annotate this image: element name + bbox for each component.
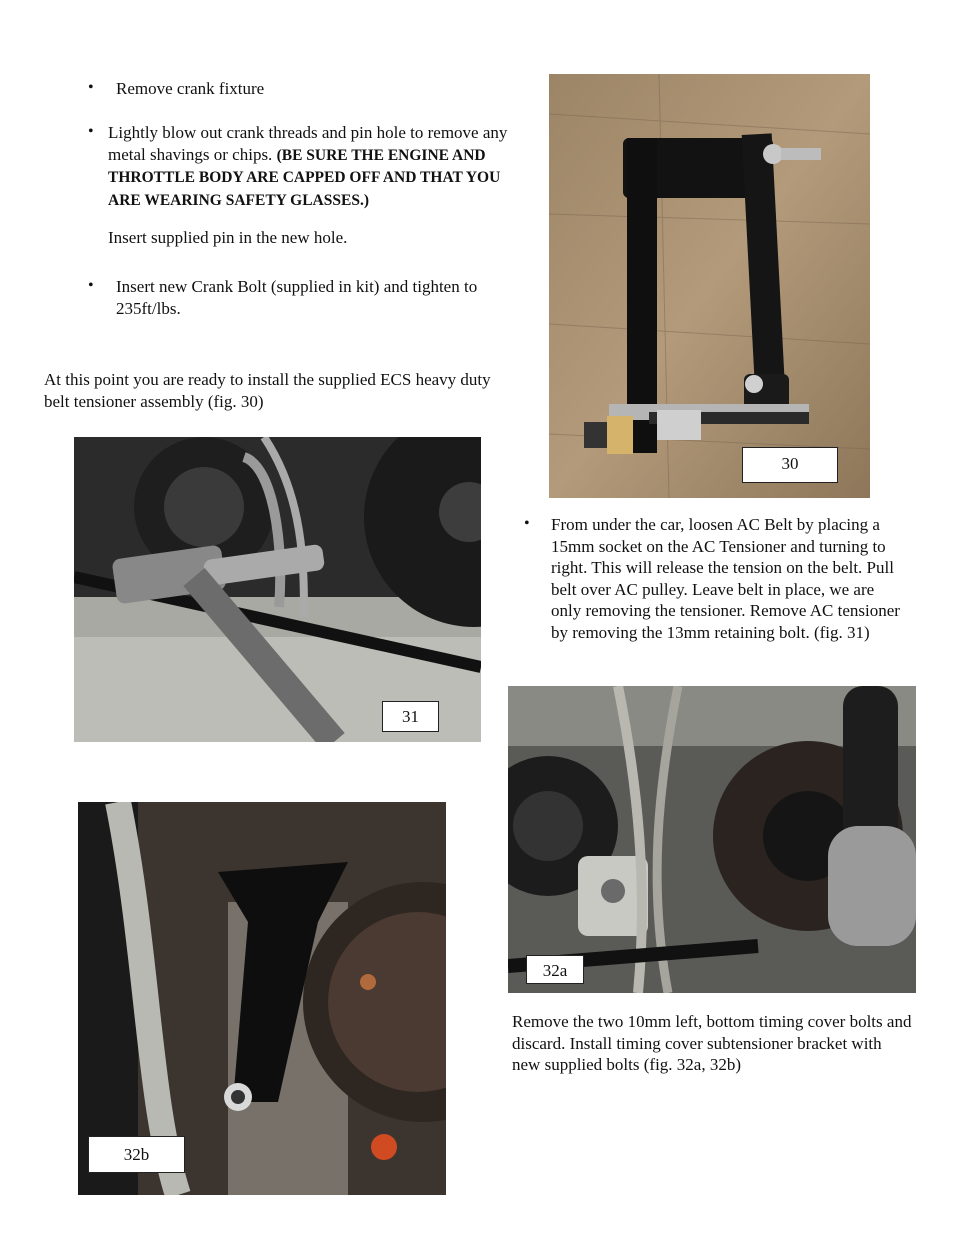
bullet-dot: •	[88, 277, 94, 294]
bullet-dot: •	[524, 515, 530, 532]
figure-30-label: 30	[742, 447, 838, 483]
figure-32b-label: 32b	[88, 1136, 185, 1173]
step-blow-out-threads-text: Lightly blow out crank threads and pin hole to remove any metal shavings or chips.	[108, 123, 508, 164]
figure-32a-timing-cover-photo	[508, 686, 916, 993]
step-insert-pin: Insert supplied pin in the new hole.	[108, 228, 348, 247]
step-loosen-ac-belt: From under the car, loosen AC Belt by placing a 15mm socket on the AC Tensioner and turning to right. This will release the tension on the belt. Pull belt over AC pulley. Leave belt in place, we are only removing the tensioner. Remove AC tensioner by removing the 13mm retaining bolt. (fig. 31)	[551, 515, 900, 642]
bullet-dot: •	[88, 123, 94, 140]
step-crank-bolt: Insert new Crank Bolt (supplied in kit) and tighten to 235ft/lbs.	[116, 277, 478, 318]
intro-tensioner-paragraph: At this point you are ready to install the supplied ECS heavy duty belt tensioner assembly (fig. 30)	[44, 370, 491, 411]
safety-warning: (BE SURE THE ENGINE AND THROTTLE BODY ARE CAPPED OFF AND THAT YOU ARE WEARING SAFETY GLASSES.)	[108, 146, 501, 209]
figure-31-ac-tensioner-photo	[74, 437, 481, 742]
figure-30-tensioner-bracket-photo	[549, 74, 870, 498]
bullet-dot: •	[88, 79, 94, 96]
step-timing-cover-bracket: Remove the two 10mm left, bottom timing cover bolts and discard. Install timing cover subtensioner bracket with new supplied bolts (fig. 32a, 32b)	[512, 1012, 912, 1074]
figure-31-label: 31	[382, 701, 439, 732]
step-blow-out-threads	[108, 122, 523, 211]
figure-32a-label: 32a	[526, 955, 584, 984]
step-remove-crank-fixture: Remove crank fixture	[116, 79, 265, 98]
